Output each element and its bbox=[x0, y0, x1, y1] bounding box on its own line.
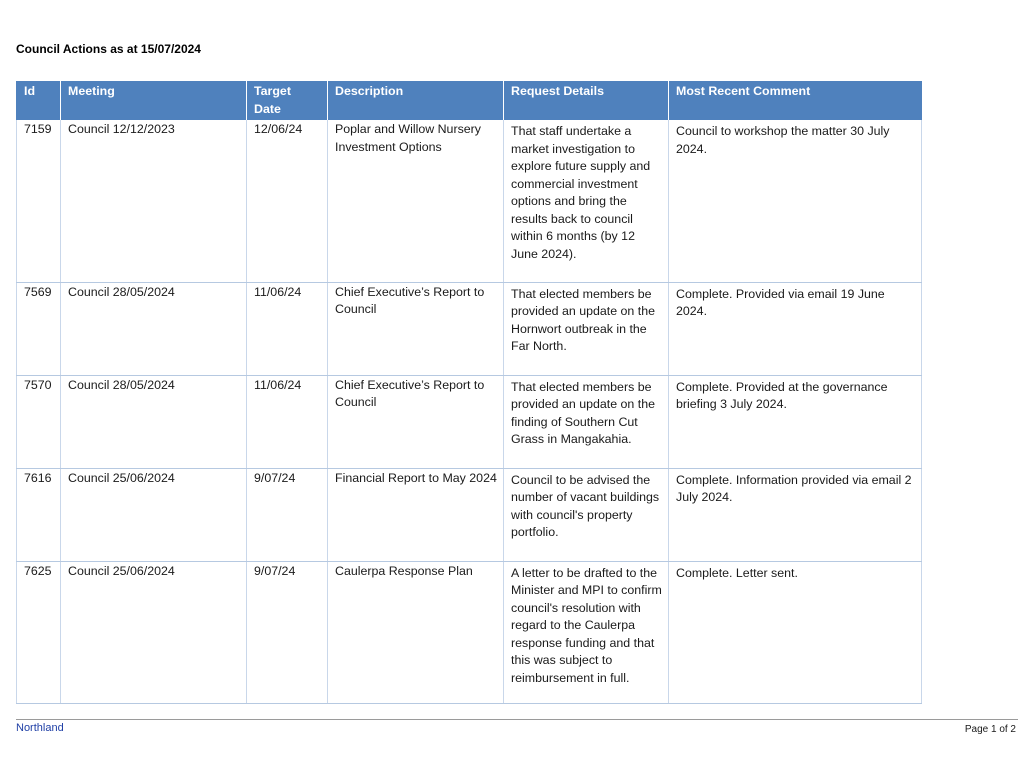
cell-target-date: 9/07/24 bbox=[247, 561, 328, 703]
column-header-meeting: Meeting bbox=[61, 81, 247, 120]
column-header-most-recent-comment: Most Recent Comment bbox=[669, 81, 922, 120]
table-row bbox=[17, 561, 922, 703]
cell-target-date: 11/06/24 bbox=[247, 282, 328, 375]
cell-request-details: That elected members be provided an update on the finding of Southern Cut Grass in Mangakahia. bbox=[504, 375, 669, 468]
cell-target-date: 12/06/24 bbox=[247, 120, 328, 282]
cell-id: 7159 bbox=[17, 120, 61, 282]
cell-description: Caulerpa Response Plan bbox=[328, 561, 504, 703]
cell-meeting: Council 25/06/2024 bbox=[61, 468, 247, 561]
cell-description: Chief Executive’s Report to Council bbox=[328, 375, 504, 468]
cell-id: 7569 bbox=[17, 282, 61, 375]
cell-target-date: 9/07/24 bbox=[247, 468, 328, 561]
cell-meeting: Council 28/05/2024 bbox=[61, 375, 247, 468]
cell-request-details: A letter to be drafted to the Minister and MPI to confirm council's resolution with regard to the Caulerpa response funding and that this was subject to reimbursement in full. bbox=[504, 561, 669, 703]
cell-request-details: That elected members be provided an update on the Hornwort outbreak in the Far North. bbox=[504, 282, 669, 375]
table-header-row bbox=[17, 81, 922, 120]
footer-organisation: Northland bbox=[16, 722, 64, 734]
cell-description: Chief Executive’s Report to Council bbox=[328, 282, 504, 375]
page-number: Page 1 of 2 bbox=[964, 724, 1016, 735]
cell-description: Financial Report to May 2024 bbox=[328, 468, 504, 561]
cell-comment: Complete. Letter sent. bbox=[669, 561, 922, 703]
cell-meeting: Council 28/05/2024 bbox=[61, 282, 247, 375]
cell-comment: Council to workshop the matter 30 July 2024. bbox=[669, 120, 922, 282]
cell-description: Poplar and Willow Nursery Investment Options bbox=[328, 120, 504, 282]
footer-divider bbox=[16, 719, 1018, 720]
cell-request-details: That staff undertake a market investigation to explore future supply and commercial investment options and bring the results back to council within 6 months (by 12 June 2024). bbox=[504, 120, 669, 282]
column-header-request-details: Request Details bbox=[504, 81, 669, 120]
column-header-id: Id bbox=[17, 81, 61, 120]
table-row bbox=[17, 375, 922, 468]
cell-id: 7570 bbox=[17, 375, 61, 468]
cell-meeting: Council 25/06/2024 bbox=[61, 561, 247, 703]
cell-meeting: Council 12/12/2023 bbox=[61, 120, 247, 282]
council-actions-table bbox=[16, 81, 922, 704]
cell-request-details: Council to be advised the number of vacant buildings with council's property portfolio. bbox=[504, 468, 669, 561]
column-header-target-date: Target Date bbox=[247, 81, 328, 120]
cell-comment: Complete. Provided at the governance briefing 3 July 2024. bbox=[669, 375, 922, 468]
table-row bbox=[17, 120, 922, 282]
cell-id: 7625 bbox=[17, 561, 61, 703]
table-row bbox=[17, 468, 922, 561]
cell-target-date: 11/06/24 bbox=[247, 375, 328, 468]
table-row bbox=[17, 282, 922, 375]
cell-comment: Complete. Information provided via email 2 July 2024. bbox=[669, 468, 922, 561]
cell-id: 7616 bbox=[17, 468, 61, 561]
page-title: Council Actions as at 15/07/2024 bbox=[16, 42, 201, 56]
column-header-description: Description bbox=[328, 81, 504, 120]
cell-comment: Complete. Provided via email 19 June 2024. bbox=[669, 282, 922, 375]
